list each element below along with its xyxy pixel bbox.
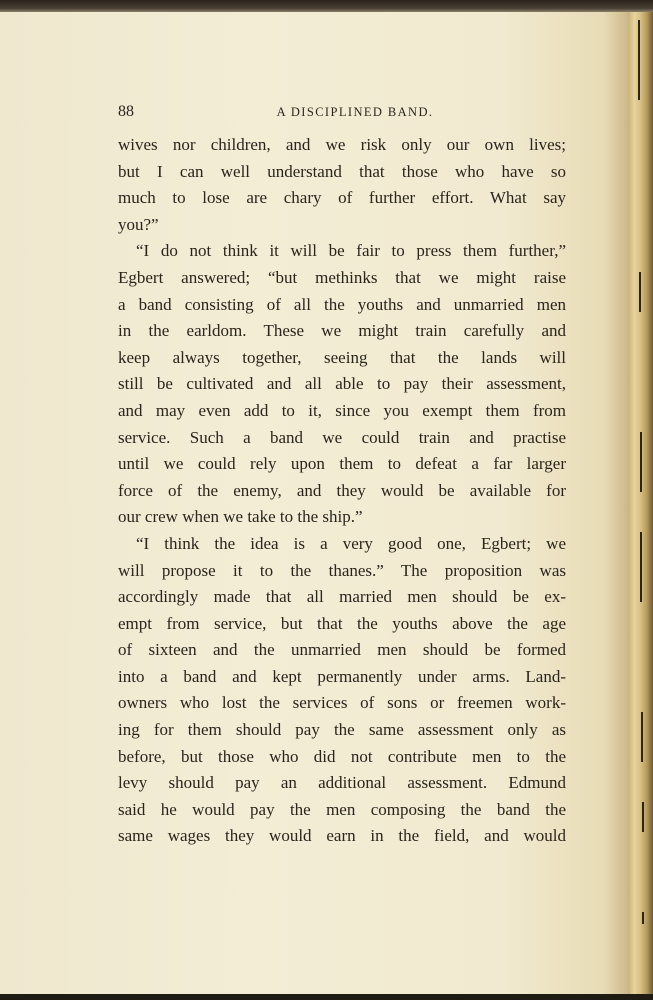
text-line: ing for them should pay the same assessment only as — [118, 720, 566, 740]
text-line: wives nor children, and we risk only our own lives; — [118, 135, 566, 154]
text-line: in the earldom. These we might train carefully and — [118, 321, 566, 341]
text-line: but I can well understand that those who have so — [118, 161, 566, 181]
body-text — [118, 132, 566, 850]
text-line: accordingly made that all married men should be ex- — [118, 587, 566, 607]
page-bottom-edge — [0, 994, 653, 1000]
running-head: A DISCIPLINED BAND. — [276, 105, 434, 119]
text-line: and may even add to it, since you exempt them from — [118, 400, 566, 420]
page-number: 88 — [118, 103, 134, 120]
text-line: service. Such a band we could train and practise — [118, 427, 566, 447]
text-line: much to lose are chary of further effort. What say — [118, 188, 566, 208]
page-header — [118, 103, 566, 123]
text-line: owners who lost the services of sons or freemen work- — [118, 693, 566, 713]
text-line: will propose it to the thanes.” The proposition was — [118, 560, 566, 580]
text-line: into a band and kept permanently under arms. Land- — [118, 666, 566, 686]
text-line: a band consisting of all the youths and unmarried men — [118, 294, 566, 314]
page-fore-edge — [628, 12, 653, 994]
text-line: same wages they would earn in the field, and would — [118, 826, 566, 846]
text-line: “I think the idea is a very good one, Egbert; we — [136, 533, 566, 553]
text-line: you?” — [118, 214, 159, 234]
text-line: still be cultivated and all able to pay their assessment, — [118, 374, 566, 394]
text-line: before, but those who did not contribute men to the — [118, 746, 566, 766]
text-line: said he would pay the men composing the band the — [118, 799, 566, 819]
text-line: “I do not think it will be fair to press them further,” — [136, 241, 566, 261]
text-line: keep always together, seeing that the lands will — [118, 347, 566, 367]
page-top-edge — [0, 0, 653, 12]
text-line: empt from service, but that the youths above the age — [118, 613, 566, 633]
text-line: until we could rely upon them to defeat a far larger — [118, 454, 566, 474]
text-line: force of the enemy, and they would be available for — [118, 480, 566, 500]
text-line: our crew when we take to the ship.” — [118, 507, 363, 527]
text-line: of sixteen and the unmarried men should be formed — [118, 640, 566, 660]
text-line: levy should pay an additional assessment. Edmund — [118, 773, 566, 793]
text-line: Egbert answered; “but methinks that we might raise — [118, 267, 566, 287]
